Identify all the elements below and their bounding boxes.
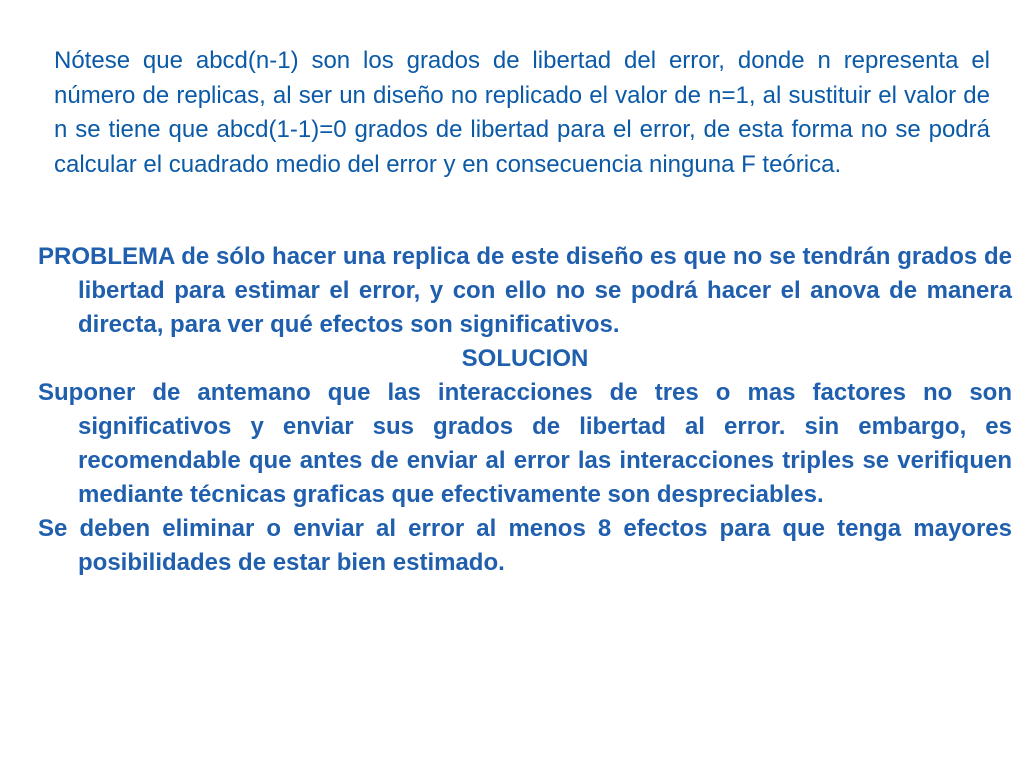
problem-paragraph: PROBLEMA de sólo hacer una replica de este diseño es que no se tendrán grados de libertad para estimar el error, y con ello no se podrá hacer el anova de manera directa, para ver qué efectos son significativos. bbox=[38, 243, 1012, 338]
main-content bbox=[38, 240, 1012, 580]
solution-paragraph-2: Se deben eliminar o enviar al error al menos 8 efectos para que tenga mayores posibilidades de estar bien estimado. bbox=[38, 515, 1012, 576]
solution-paragraph-1: Suponer de antemano que las interacciones de tres o mas factores no son significativos y enviar sus grados de libertad al error. sin embargo, es recomendable que antes de enviar al error las interacciones triples se verifiquen mediante técnicas graficas que efectivamente son despreciables. bbox=[38, 379, 1012, 508]
solution-heading: SOLUCION bbox=[461, 345, 589, 372]
note-paragraph: Nótese que abcd(n-1) son los grados de libertad del error, donde n representa el número de replicas, al ser un diseño no replicado el valor de n=1, al sustituir el valor de n se tiene que abcd(1-1)=0 grados de libertad para el error, de esta forma no se podrá calcular el cuadrado medio del error y en consecuencia ninguna F teórica. bbox=[54, 47, 990, 178]
